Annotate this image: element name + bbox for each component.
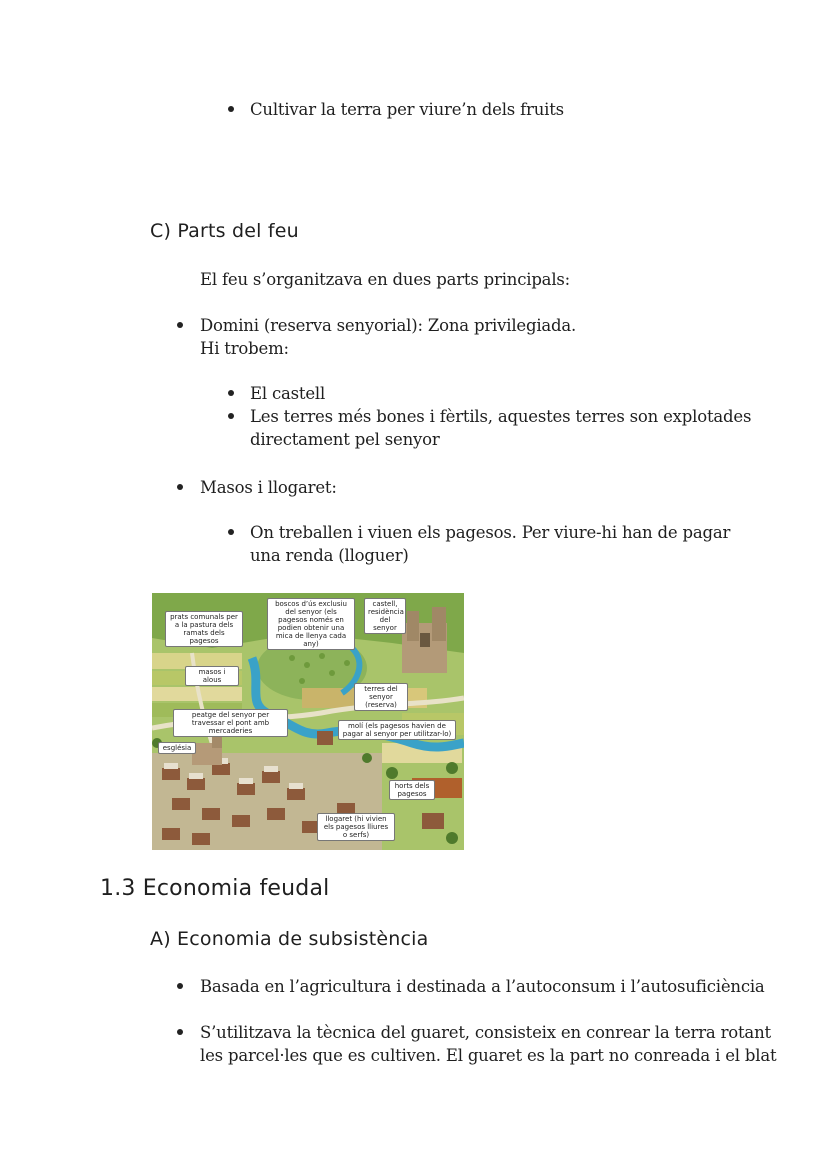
map-label-castell: castell, residència del senyor (364, 598, 406, 634)
map-label-boscos: boscos d’ús exclusiu del senyor (els pagesos només en podien obtenir una mica de llenya cada any) (267, 598, 355, 650)
map-label-moli: molí (els pagesos havien de pagar al senyor per utilitzar-lo) (338, 720, 456, 740)
bullet-dot (177, 983, 183, 989)
feudal-map-illustration (152, 593, 464, 850)
map-label-peatge: peatge del senyor per travessar el pont amb mercaderies (173, 709, 288, 737)
bullet-dot (177, 484, 183, 490)
economy-bullet-1: Basada en l’agricultura i destinada a l’autoconsum i l’autosuficiència (200, 977, 765, 996)
map-label-prats: prats comunals per a la pastura dels ramats dels pagesos (165, 611, 243, 647)
intro-paragraph: El feu s’organitzava en dues parts principals: (200, 270, 571, 289)
section-title: 1.3 Economia feudal (100, 876, 330, 901)
map-label-esglesia: església (158, 742, 196, 754)
bullet-dot (228, 529, 234, 535)
domini-item-terres: Les terres més bones i fèrtils, aquestes terres son explotades (250, 407, 752, 426)
economy-bullet-2: S’utilitzava la tècnica del guaret, consisteix en conrear la terra rotant (200, 1023, 771, 1042)
map-label-horts: horts dels pagesos (389, 780, 435, 800)
bullet-dot (228, 413, 234, 419)
bullet-text: Cultivar la terra per viure’n dels fruits (250, 100, 564, 119)
domini-line2: Hi trobem: (200, 339, 289, 358)
map-label-masos: masos i alous (185, 666, 239, 686)
domini-line1: Domini (reserva senyorial): Zona privilegiada. (200, 316, 577, 335)
subsection-heading: A) Economia de subsistència (150, 928, 429, 950)
map-label-terres: terres del senyor (reserva) (354, 683, 408, 711)
map-label-llogaret: llogaret (hi vivien els pagesos lliures o serfs) (317, 813, 395, 841)
bullet-dot (177, 1029, 183, 1035)
masos-item-cont: una renda (lloguer) (250, 546, 409, 565)
bullet-dot (228, 390, 234, 396)
domini-item-castell: El castell (250, 384, 326, 403)
economy-bullet-2-cont: les parcel·les que es cultiven. El guaret es la part no conreada i el blat (200, 1046, 777, 1065)
domini-item-terres-cont: directament pel senyor (250, 430, 440, 449)
masos-label: Masos i llogaret: (200, 478, 337, 497)
bullet-dot (177, 322, 183, 328)
section-heading: C) Parts del feu (150, 220, 299, 242)
masos-item: On treballen i viuen els pagesos. Per viure-hi han de pagar (250, 523, 731, 542)
bullet-dot (228, 106, 234, 112)
